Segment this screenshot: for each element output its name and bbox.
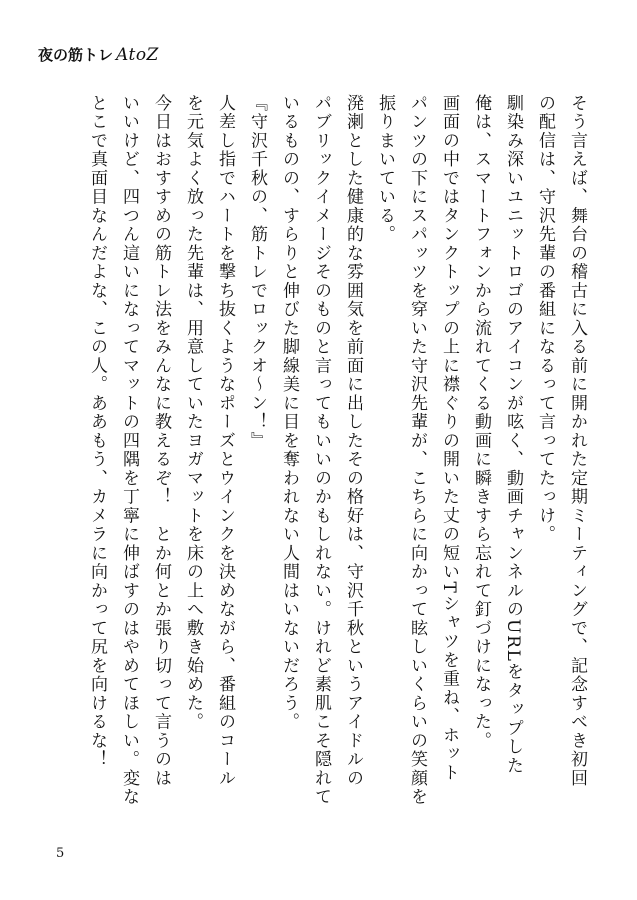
text-line: 溌溂とした健康的な雰囲気を前面に出したその格好は、守沢千秋というアイドルの (343, 94, 363, 788)
text-line: 今日はおすすめの筋トレ法をみんなに教えるぞ！ とか何とか張り切って言うのは (151, 94, 171, 788)
text-line: いいけど、四つん這いになってマットの四隅を丁寧に伸ばすのはやめてほしい。変な (119, 94, 139, 807)
book-subtitle: AtoZ (116, 45, 159, 65)
text-line: いるものの、すらりと伸びた脚線美に目を奪われない人間はいないだろう。 (279, 94, 299, 732)
book-title: 夜の筋トレ (38, 46, 114, 64)
text-line: 人差し指でハートを撃ち抜くようなポーズとウインクを決めながら、番組のコール (215, 94, 235, 788)
text-line: パンツの下にスパッツを穿いた守沢先輩が、こちらに向かって眩しいくらいの笑顔を (407, 94, 427, 807)
text-line: パブリックイメージそのものと言ってもいいのかもしれない。けれど素肌こそ隠れて (311, 94, 331, 807)
text-line: 馴染み深いユニットロゴのアイコンが呟く、動画チャンネルのURLをタップした (503, 94, 523, 776)
running-header (38, 44, 159, 70)
text-line: 『守沢千秋の、筋トレでロックオ〜ン！』 (247, 94, 267, 451)
page-number: 5 (56, 846, 65, 861)
text-line: の配信は、守沢先輩の番組になるって言ってたっけ。 (535, 94, 555, 544)
text-line: を元気よく放った先輩は、用意していたヨガマットを床の上へ敷き始めた。 (183, 94, 203, 732)
text-line: 振りまいている。 (375, 94, 395, 244)
text-line: 画面の中ではタンクトップの上に襟ぐりの開いた丈の短いTシャツを重ね、ホット (439, 94, 459, 783)
body-text (81, 94, 593, 826)
text-line: 俺は、スマートフォンから流れてくる動画に瞬きすら忘れて釘づけになった。 (471, 94, 491, 751)
text-line: そう言えば、舞台の稽古に入る前に開かれた定期ミーティングで、記念すべき初回 (567, 94, 587, 788)
text-line: とこで真面目なんだよな、この人。ああもう、カメラに向かって尻を向けるな！ (87, 94, 107, 769)
